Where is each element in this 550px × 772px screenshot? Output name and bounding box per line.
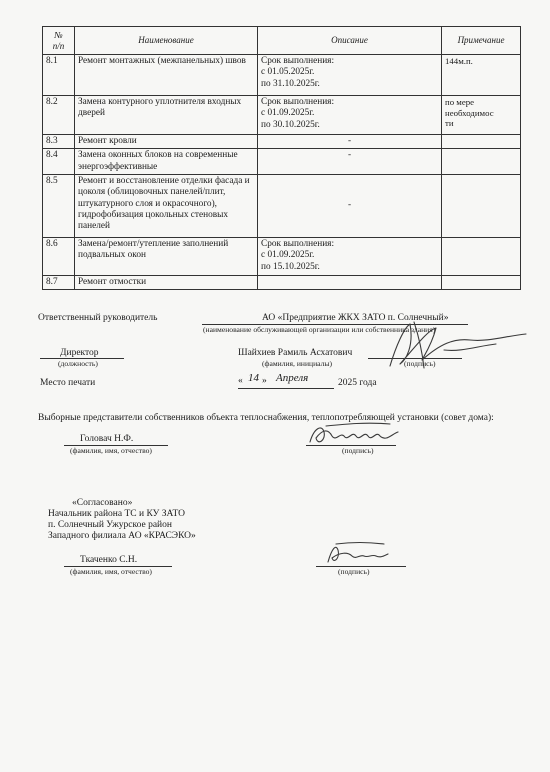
table-row	[43, 149, 521, 175]
table-row	[43, 275, 521, 289]
row-note	[442, 149, 521, 175]
owners-label: Выборные представители собственников объекта теплоснабжения, теплопотребляющей установки (совет дома):	[38, 413, 494, 423]
position-value: Директор	[60, 348, 99, 358]
table-row	[43, 96, 521, 135]
date-close-quote: »	[262, 376, 267, 386]
table-row	[43, 55, 521, 96]
owners-signature	[306, 418, 406, 452]
responsible-person: Шайхиев Рамиль Асхатович	[238, 348, 353, 358]
agreed-person: Ткаченко С.Н.	[80, 555, 138, 565]
agreed-line-3: Западного филиала АО «КРАСЭКО»	[48, 531, 196, 541]
row-desc: -	[258, 135, 442, 149]
person-caption: (фамилия, инициалы)	[262, 359, 333, 368]
row-note	[442, 174, 521, 237]
row-num: 8.1	[43, 55, 75, 96]
row-num: 8.4	[43, 149, 75, 175]
row-num: 8.6	[43, 237, 75, 275]
row-desc: Срок выполнения: с 01.09.2025г. по 30.10.2025г.	[258, 96, 442, 135]
owners-signature-caption: (подпись)	[342, 446, 374, 455]
table-row	[43, 237, 521, 275]
header-desc: Описание	[258, 27, 442, 55]
date-day: 14	[248, 372, 259, 384]
row-desc	[258, 275, 442, 289]
organization-caption: (наименование обслуживающей организации или собственника здания)	[203, 325, 436, 334]
date-year: 2025 года	[338, 378, 377, 388]
responsible-label: Ответственный руководитель	[38, 313, 158, 323]
director-signature	[370, 316, 530, 376]
position-caption: (должность)	[58, 359, 98, 368]
row-note: по мере необходимос ти	[442, 96, 521, 135]
table-header-row	[43, 27, 521, 55]
row-desc: -	[258, 149, 442, 175]
row-desc: -	[258, 174, 442, 237]
header-note: Примечание	[442, 27, 521, 55]
works-table	[42, 26, 521, 290]
row-num: 8.3	[43, 135, 75, 149]
row-num: 8.5	[43, 174, 75, 237]
signature-caption: (подпись)	[404, 359, 436, 368]
agreed-person-caption: (фамилия, имя, отчество)	[70, 567, 152, 576]
owners-person-caption: (фамилия, имя, отчество)	[70, 446, 152, 455]
row-name: Замена/ремонт/утепление заполнений подвальных окон	[75, 237, 258, 275]
date-underline	[238, 388, 334, 389]
row-note	[442, 237, 521, 275]
header-num: № п/п	[43, 27, 75, 55]
row-desc: Срок выполнения: с 01.05.2025г. по 31.10.2025г.	[258, 55, 442, 96]
row-num: 8.7	[43, 275, 75, 289]
agreed-line-2: п. Солнечный Ужурское район	[48, 520, 172, 530]
row-name: Ремонт кровли	[75, 135, 258, 149]
agreed-signature	[322, 540, 392, 570]
header-name: Наименование	[75, 27, 258, 55]
date-open-quote: «	[238, 376, 243, 386]
agreed-line-1: Начальник района ТС и КУ ЗАТО	[48, 509, 186, 519]
table-row	[43, 135, 521, 149]
agreed-title: «Согласовано»	[72, 498, 133, 508]
row-name: Замена оконных блоков на современные энергоэффективные	[75, 149, 258, 175]
table-row	[43, 174, 521, 237]
row-note: 144м.п.	[442, 55, 521, 96]
organization-name: АО «Предприятие ЖКХ ЗАТО п. Солнечный»	[262, 313, 449, 323]
agreed-signature-caption: (подпись)	[338, 567, 370, 576]
owners-person: Головач Н.Ф.	[80, 434, 134, 444]
row-name: Ремонт монтажных (межпанельных) швов	[75, 55, 258, 96]
row-name: Замена контурного уплотнителя входных дверей	[75, 96, 258, 135]
seal-label: Место печати	[40, 378, 96, 388]
row-name: Ремонт отмостки	[75, 275, 258, 289]
row-name: Ремонт и восстановление отделки фасада и цоколя (облицовочных панелей/плит, штукатурного слоя и окрасочного), гидрофобизация цокольных стеновых панелей	[75, 174, 258, 237]
date-month: Апреля	[276, 372, 309, 384]
row-note	[442, 135, 521, 149]
row-desc: Срок выполнения: с 01.09.2025г. по 15.10.2025г.	[258, 237, 442, 275]
row-note	[442, 275, 521, 289]
row-num: 8.2	[43, 96, 75, 135]
